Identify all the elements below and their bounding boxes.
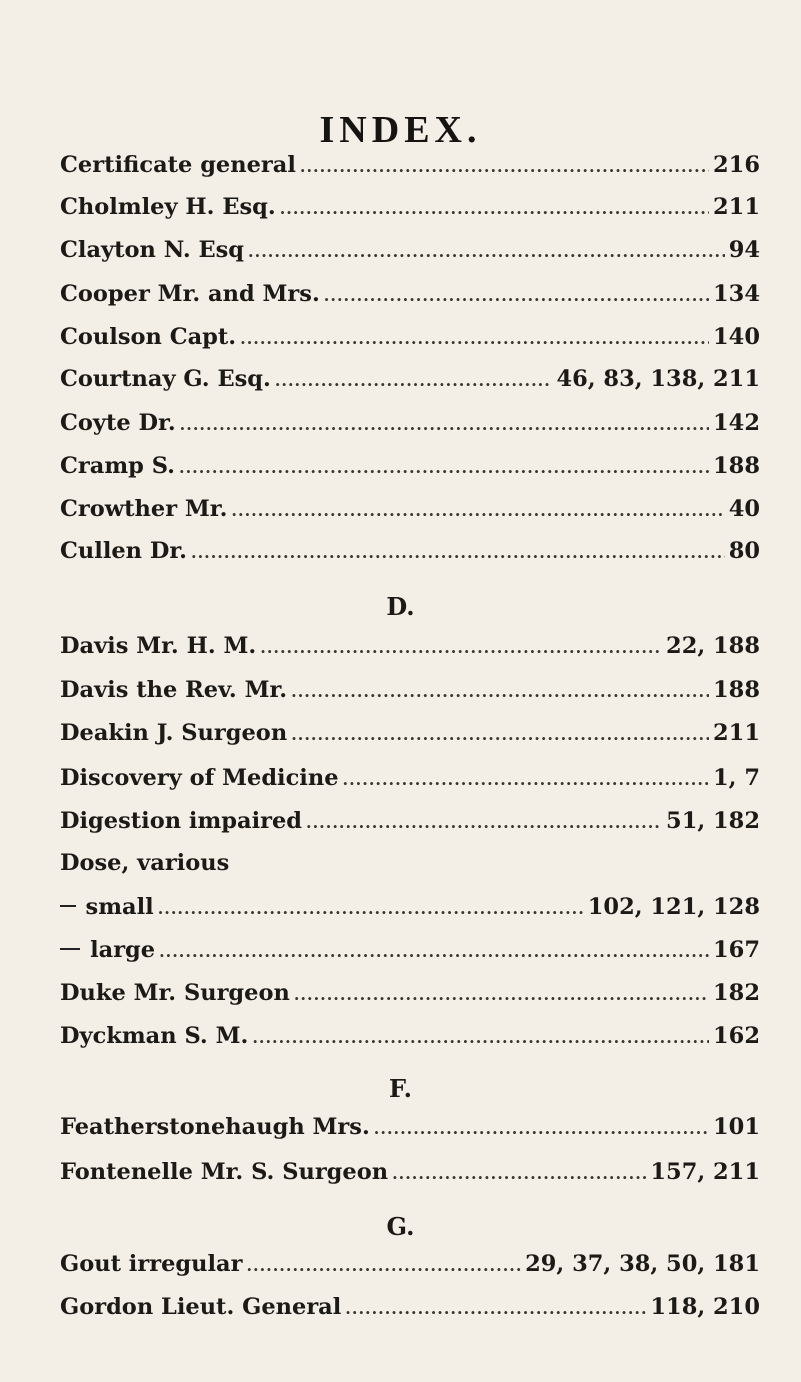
index-entry: [60, 1159, 760, 1193]
index-entry: [60, 410, 760, 444]
entry-name: Crowther Mr.: [60, 496, 228, 522]
entry-name: Davis Mr. H. M.: [60, 633, 257, 659]
page-title: INDEX.: [319, 109, 482, 151]
entry-pages: 101: [713, 1114, 760, 1140]
entry-name: Coyte Dr.: [60, 410, 176, 436]
leader-dots: [291, 725, 709, 744]
index-entry: [60, 1114, 760, 1148]
entry-pages: 40: [728, 496, 760, 522]
entry-name: Discovery of Medicine: [60, 765, 339, 791]
entry-name: Courtnay G. Esq.: [60, 366, 271, 392]
leader-dots: [158, 899, 584, 918]
index-entry: [60, 633, 760, 667]
entry-pages: 80: [728, 538, 760, 564]
ditto-dash: [60, 905, 76, 907]
entry-pages: 94: [728, 237, 760, 263]
entry-pages: 188: [713, 453, 760, 479]
entry-name: Gordon Lieut. General: [60, 1294, 342, 1320]
leader-dots: [252, 1028, 709, 1047]
leader-dots: [392, 1164, 646, 1183]
leader-dots: [275, 371, 553, 390]
entry-pages: 29, 37, 38, 50, 181: [525, 1251, 760, 1277]
entry-pages: 51, 182: [666, 808, 760, 834]
entry-pages: 46, 83, 138, 211: [556, 366, 760, 392]
leader-dots: [179, 458, 709, 477]
index-entry: [60, 237, 760, 271]
leader-dots: [240, 329, 709, 348]
index-entry: [60, 538, 760, 572]
index-entry: [60, 1294, 760, 1328]
entry-name: Duke Mr. Surgeon: [60, 980, 290, 1006]
entry-pages: 167: [713, 937, 760, 963]
entry-pages: 211: [713, 194, 760, 220]
entry-name: large: [90, 937, 156, 963]
entry-name: Cooper Mr. and Mrs.: [60, 281, 320, 307]
index-entry: [60, 496, 760, 530]
leader-dots: [374, 1119, 709, 1138]
entry-name: Featherstonehaugh Mrs.: [60, 1114, 370, 1140]
leader-dots: [280, 199, 709, 218]
leader-dots: [306, 813, 662, 832]
entry-pages: 188: [713, 677, 760, 703]
entry-name: Coulson Capt.: [60, 324, 237, 350]
index-subentry: [60, 894, 760, 928]
section-letter: D.: [386, 592, 415, 621]
leader-dots: [300, 157, 709, 176]
leader-dots: [231, 501, 724, 520]
entry-pages: 140: [713, 324, 760, 350]
index-entry: [60, 152, 760, 186]
entry-name: small: [85, 894, 154, 920]
index-entry: [60, 194, 760, 228]
section-letter: G.: [386, 1212, 415, 1241]
index-entry: [60, 720, 760, 754]
leader-dots: [345, 1299, 646, 1318]
leader-dots: [343, 770, 709, 789]
index-entry: [60, 850, 760, 884]
entry-name: Certificate general: [60, 152, 296, 178]
index-entry: [60, 765, 760, 799]
entry-name: Dose, various: [60, 850, 230, 876]
index-entry: [60, 281, 760, 315]
index-entry: [60, 1023, 760, 1057]
leader-dots: [294, 985, 709, 1004]
entry-name: Clayton N. Esq: [60, 237, 245, 263]
leader-dots: [159, 942, 709, 961]
entry-name: Deakin J. Surgeon: [60, 720, 288, 746]
entry-pages: 216: [713, 152, 760, 178]
entry-pages: 142: [713, 410, 760, 436]
entry-pages: 22, 188: [666, 633, 760, 659]
entry-name: Cullen Dr.: [60, 538, 188, 564]
entry-name: Digestion impaired: [60, 808, 303, 834]
leader-dots: [324, 286, 709, 305]
entry-pages: 157, 211: [650, 1159, 760, 1185]
index-entry: [60, 324, 760, 358]
entry-name: Gout irregular: [60, 1251, 243, 1277]
entry-pages: 102, 121, 128: [587, 894, 760, 920]
index-entry: [60, 980, 760, 1014]
leader-dots: [260, 638, 662, 657]
entry-name: Davis the Rev. Mr.: [60, 677, 288, 703]
entry-name: Fontenelle Mr. S. Surgeon: [60, 1159, 389, 1185]
leader-dots: [180, 415, 709, 434]
entry-name: Dyckman S. M.: [60, 1023, 249, 1049]
entry-pages: 118, 210: [650, 1294, 760, 1320]
leader-dots: [246, 1256, 521, 1275]
entry-pages: 162: [713, 1023, 760, 1049]
entry-pages: 1, 7: [713, 765, 760, 791]
ditto-dash: [60, 948, 80, 950]
leader-dots: [191, 543, 725, 562]
leader-dots: [248, 242, 725, 261]
index-subentry: [60, 937, 760, 971]
index-entry: [60, 1251, 760, 1285]
entry-pages: 211: [713, 720, 760, 746]
index-entry: [60, 453, 760, 487]
entry-name: Cramp S.: [60, 453, 175, 479]
entry-name: Cholmley H. Esq.: [60, 194, 276, 220]
entry-pages: 134: [713, 281, 760, 307]
index-entry: [60, 808, 760, 842]
entry-pages: 182: [713, 980, 760, 1006]
index-entry: [60, 366, 760, 400]
index-entry: [60, 677, 760, 711]
section-letter: F.: [389, 1074, 412, 1103]
leader-dots: [291, 682, 709, 701]
